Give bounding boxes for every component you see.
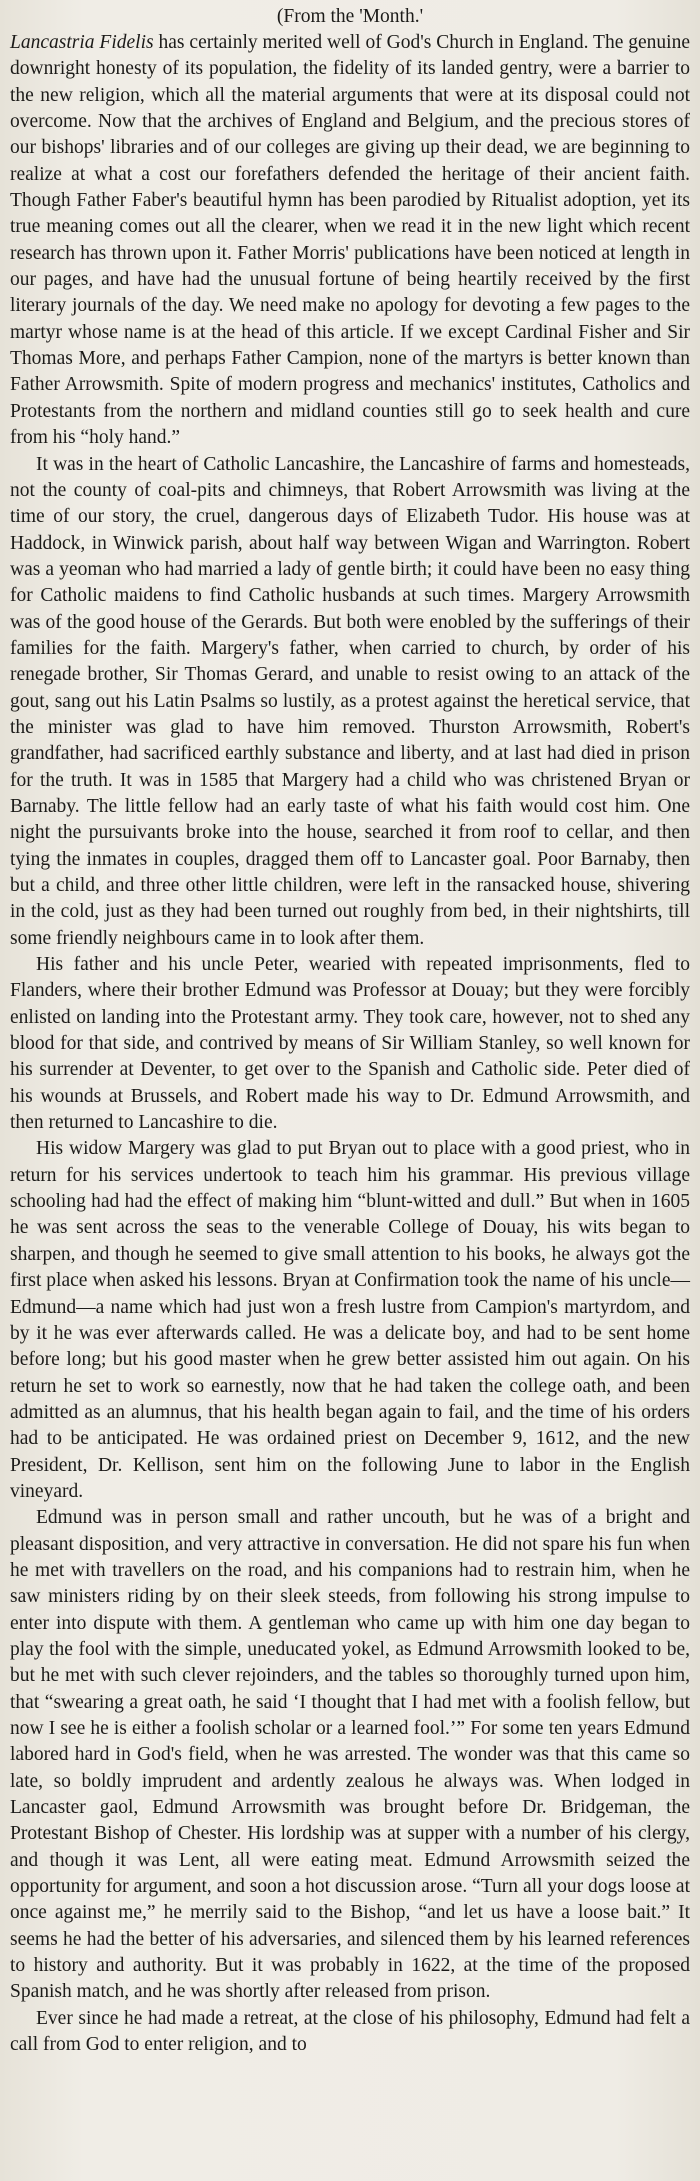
article-paragraph-3: His father and his uncle Peter, wearied with repeated imprisonments, fled to Flanders, where their brother Edmund was Professor at Douay; but they were forcibly enlisted on landing into the Protestant army. They took care, however, not to shed any blood for that side, and contrived by means of Sir William Stanley, so well known for his surrender at Deventer, to get over to the Spanish and Catholic side. Peter died of his wounds at Brussels, and Robert made his way to Dr. Edmund Arrowsmith, and then returned to Lancashire to die. (10, 954, 690, 1134)
article-paragraph-4: His widow Margery was glad to put Bryan out to place with a good priest, who in return for his services undertook to teach him his grammar. His previous village schooling had had the effect of making him “blunt-witted and dull.” But when in 1605 he was sent across the seas to the venerable College of Douay, his wits began to sharpen, and though he seemed to give small attention to his books, he always got the first place when asked his lessons. Bryan at Confirmation took the name of his uncle—Edmund—a name which had just won a fresh lustre from Campion's martyrdom, and by it he was ever afterwards called. He was a delicate boy, and had to be sent home before long; but his good master when he grew better assisted him out again. On his return he set to work so earnestly, now that he had taken the college oath, and been admitted as an alumnus, that his health began again to fail, and the time of his orders had to be anticipated. He was ordained priest on December 9, 1612, and the new President, Dr. Kellison, sent him on the following June to labor in the English vineyard. (10, 1138, 690, 1502)
article-body (10, 30, 690, 2058)
article-paragraph-2: It was in the heart of Catholic Lancashire, the Lancashire of farms and homesteads, not the county of coal-pits and chimneys, that Robert Arrowsmith was living at the time of our story, the cruel, dangerous days of Elizabeth Tudor. His house was at Haddock, in Winwick parish, about half way between Wigan and Warrington. Robert was a yeoman who had married a lady of gentle birth; it could have been no easy thing for Catholic maidens to find Catholic husbands at such times. Margery Arrowsmith was of the good house of the Gerards. But both were enobled by the sufferings of their families for the faith. Margery's father, when carried to church, by order of his renegade brother, Sir Thomas Gerard, and unable to resist owing to an attack of the gout, sang out his Latin Psalms so lustily, as a protest against the heretical service, that the minister was glad to have him removed. Thurston Arrowsmith, Robert's grandfather, had sacrificed earthly substance and liberty, and at last had died in prison for the truth. It was in 1585 that Margery had a child who was christened Bryan or Barnaby. The little fellow had an early taste of what his faith would cost him. One night the pursuivants broke into the house, searched it from roof to cellar, and then tying the inmates in couples, dragged them off to Lancaster goal. Poor Barnaby, then but a child, and three other little children, were left in the ransacked house, shivering in the cold, just as they had been turned out roughly from bed, in their nightshirts, till some friendly neighbours came in to look after them. (10, 453, 690, 949)
article-paragraph-1 (10, 30, 690, 452)
paragraph-1-text: has certainly merited well of God's Church in England. The genuine downright honesty of its population, the fidelity of its landed gentry, were a barrier to the new religion, which all the material arguments that were at its disposal could not overcome. Now that the archives of England and Belgium, and the precious stores of our bishops' libraries and of our colleges are giving up their dead, we are beginning to realize at what a cost our forefathers defended the heritage of their ancient faith. Though Father Faber's beautiful hymn has been parodied by Ritualist adoption, yet its true meaning comes out all the clearer, when we read it in the new light which recent research has thrown upon it. Father Morris' publications have been noticed at length in our pages, and have had the unusual fortune of being heartily received by the first literary journals of the day. We need make no apology for devoting a few pages to the martyr whose name is at the head of this article. If we except Cardinal Fisher and Sir Thomas More, and perhaps Father Campion, none of the martyrs is better known than Father Arrowsmith. Spite of modern progress and mechanics' institutes, Catholics and Protestants from the northern and midland counties still go to seek health and cure from his “holy hand.” (10, 32, 691, 449)
article-paragraph-5: Edmund was in person small and rather uncouth, but he was of a bright and pleasant disposition, and very attractive in conversation. He did not spare his fun when he met with travellers on the road, and his companions had to restrain him, when he saw ministers riding by on their sleek steeds, from following his strong impulse to enter into dispute with them. A gentleman who came up with him one day began to play the fool with the simple, uneducated yokel, as Edmund Arrowsmith looked to be, but he met with such clever rejoinders, and the tables so thoroughly turned upon him, that “swearing a great oath, he said ‘I thought that I had met with a foolish fellow, but now I see he is either a foolish scholar or a learned fool.’” For some ten years Edmund labored hard in God's field, when he was arrested. The wonder was that this came so late, so boldly imprudent and ardently zealous he always was. When lodged in Lancaster gaol, Edmund Arrowsmith was brought before Dr. Bridgeman, the Protestant Bishop of Chester. His lordship was at supper with a number of his clergy, and though it was Lent, all were eating meat. Edmund Arrowsmith seized the opportunity for argument, and soon a hot discussion arose. “Turn all your dogs loose at once against me,” he merrily said to the Bishop, “and let us have a loose bait.” It seems he had the better of his adversaries, and silenced them by his learned references to history and authority. But it was probably in 1622, at the time of the proposed Spanish match, and he was shortly after released from prison. (10, 1507, 690, 2003)
article-paragraph-6: Ever since he had made a retreat, at the close of his philosophy, Edmund had felt a call from God to enter religion, and to (10, 2007, 690, 2056)
source-attribution: (From the 'Month.' (276, 6, 424, 27)
lead-phrase: Lancastria Fidelis (10, 32, 154, 53)
